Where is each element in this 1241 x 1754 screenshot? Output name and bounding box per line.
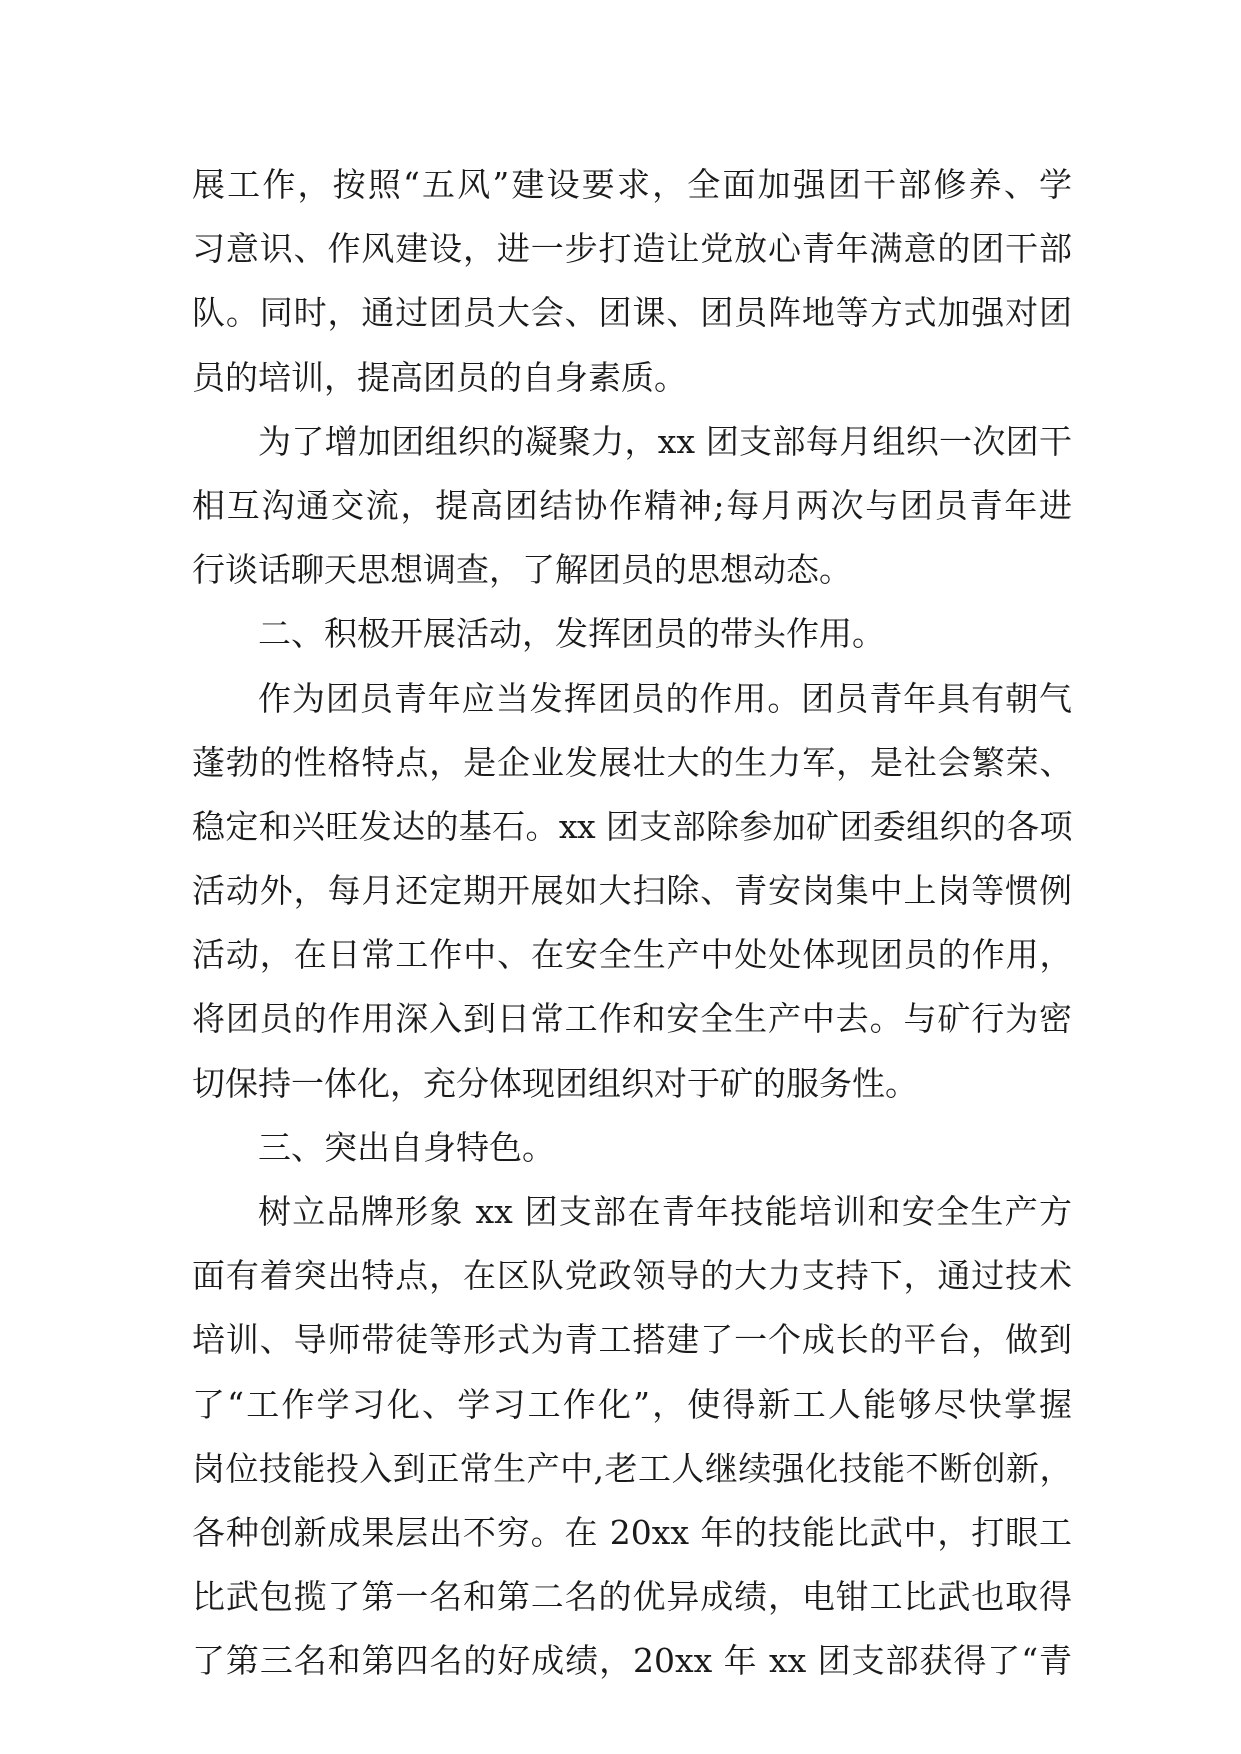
text-line: 活动外，每月还定期开展如大扫除、青安岗集中上岗等惯例 <box>192 871 1072 911</box>
text-line: 行谈话聊天思想调查，了解团员的思想动态。 <box>192 550 852 590</box>
text-line: 将团员的作用深入到日常工作和安全生产中去。与矿行为密 <box>192 999 1072 1039</box>
text-line: 岗位技能投入到正常生产中,老工人继续强化技能不断创新， <box>192 1448 1072 1488</box>
section-heading: 三、突出自身特色。 <box>258 1127 555 1167</box>
text-line: 比武包揽了第一名和第二名的优异成绩，电钳工比武也取得 <box>192 1577 1072 1617</box>
text-line: 面有着突出特点，在区队党政领导的大力支持下，通过技术 <box>192 1256 1072 1296</box>
body-text <box>192 153 1072 1694</box>
text-line: 作为团员青年应当发挥团员的作用。团员青年具有朝气 <box>258 678 1072 718</box>
text-line: 员的培训，提高团员的自身素质。 <box>192 357 687 397</box>
text-line: 队。同时，通过团员大会、团课、团员阵地等方式加强对团 <box>192 293 1072 333</box>
section-heading: 二、积极开展活动，发挥团员的带头作用。 <box>258 614 885 654</box>
text-line: 培训、导师带徒等形式为青工搭建了一个成长的平台，做到 <box>192 1320 1072 1360</box>
text-line: 树立品牌形象 xx 团支部在青年技能培训和安全生产方 <box>258 1192 1072 1231</box>
text-line: 习意识、作风建设，进一步打造让党放心青年满意的团干部 <box>192 229 1072 269</box>
text-line: 了第三名和第四名的好成绩，20xx 年 xx 团支部获得了“青 <box>192 1641 1072 1681</box>
text-line: 相互沟通交流，提高团结协作精神;每月两次与团员青年进 <box>192 485 1072 525</box>
text-line: 各种创新成果层出不穷。在 20xx 年的技能比武中，打眼工 <box>192 1512 1072 1552</box>
text-line: 活动，在日常工作中、在安全生产中处处体现团员的作用， <box>192 935 1072 975</box>
text-line: 为了增加团组织的凝聚力，xx 团支部每月组织一次团干 <box>258 421 1072 461</box>
text-line: 蓬勃的性格特点，是企业发展壮大的生力军，是社会繁荣、 <box>192 742 1072 782</box>
text-line: 展工作，按照“五风”建设要求，全面加强团干部修养、学 <box>192 165 1072 204</box>
text-line: 了“工作学习化、学习工作化”，使得新工人能够尽快掌握 <box>192 1384 1072 1424</box>
text-line: 切保持一体化，充分体现团组织对于矿的服务性。 <box>192 1063 918 1103</box>
text-line: 稳定和兴旺发达的基石。xx 团支部除参加矿团委组织的各项 <box>192 806 1072 846</box>
